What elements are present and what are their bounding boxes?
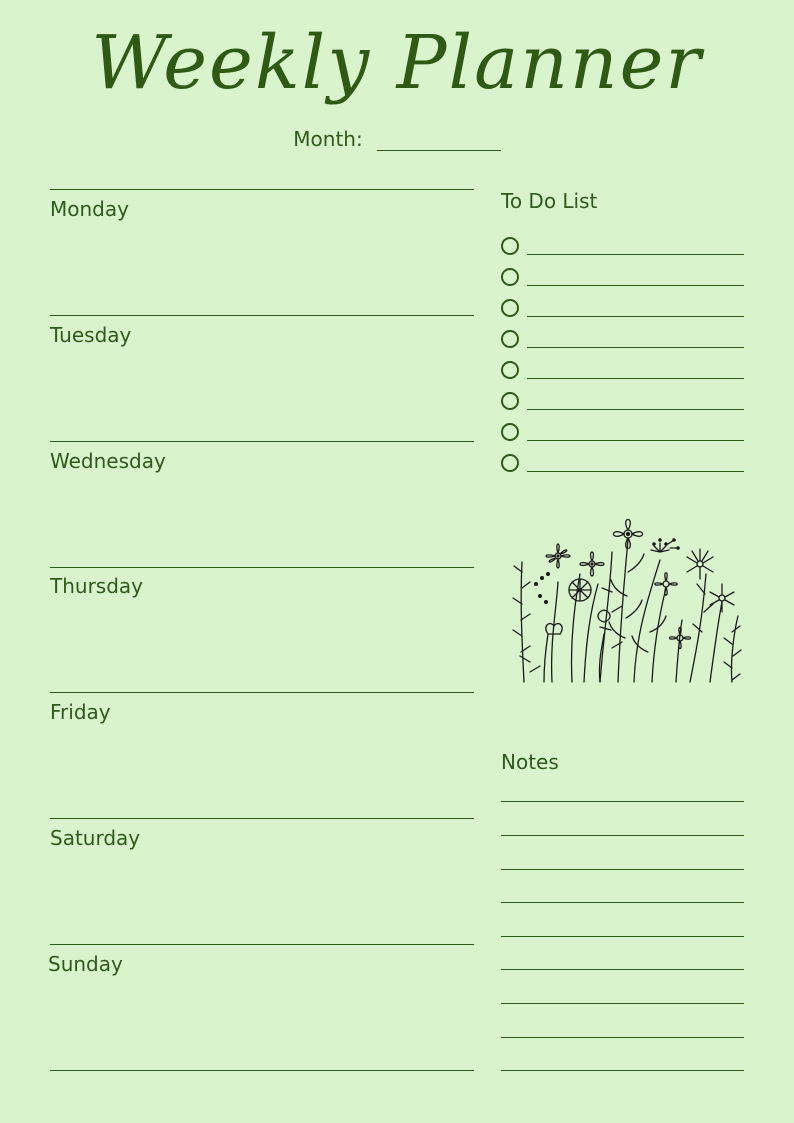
notes-line[interactable]: [501, 1037, 744, 1038]
todo-line[interactable]: [527, 254, 744, 255]
notes-line[interactable]: [501, 801, 744, 802]
checkbox-circle-icon[interactable]: [501, 392, 519, 410]
todo-line[interactable]: [527, 440, 744, 441]
friday-top-line: [50, 692, 474, 693]
checkbox-circle-icon[interactable]: [501, 299, 519, 317]
todo-item: [500, 330, 744, 352]
sunday-top-line: [50, 944, 474, 945]
todo-line[interactable]: [527, 316, 744, 317]
todo-item: [500, 361, 744, 383]
month-label: Month:: [293, 127, 363, 151]
checkbox-circle-icon[interactable]: [501, 423, 519, 441]
wildflowers-icon: [500, 512, 744, 688]
checkbox-circle-icon[interactable]: [501, 268, 519, 286]
checkbox-circle-icon[interactable]: [501, 330, 519, 348]
notes-line[interactable]: [501, 936, 744, 937]
todo-item: [500, 454, 744, 476]
todo-heading: To Do List: [501, 189, 598, 213]
notes-line[interactable]: [501, 969, 744, 970]
thursday-top-line: [50, 567, 474, 568]
wednesday-top-line: [50, 441, 474, 442]
todo-item: [500, 268, 744, 290]
month-row: [0, 126, 794, 151]
sunday-bottom-line: [50, 1070, 474, 1071]
saturday-top-line: [50, 818, 474, 819]
day-label-friday: Friday: [50, 700, 111, 724]
notes-line[interactable]: [501, 835, 744, 836]
tuesday-top-line: [50, 315, 474, 316]
checkbox-circle-icon[interactable]: [501, 454, 519, 472]
day-label-saturday: Saturday: [50, 826, 141, 850]
notes-line[interactable]: [501, 902, 744, 903]
todo-line[interactable]: [527, 471, 744, 472]
notes-line[interactable]: [501, 869, 744, 870]
notes-line[interactable]: [501, 1003, 744, 1004]
todo-line[interactable]: [527, 378, 744, 379]
todo-line[interactable]: [527, 347, 744, 348]
day-label-thursday: Thursday: [50, 574, 143, 598]
checkbox-circle-icon[interactable]: [501, 361, 519, 379]
todo-line[interactable]: [527, 285, 744, 286]
page-title: Weekly Planner: [91, 20, 703, 106]
todo-item: [500, 392, 744, 414]
day-label-sunday: Sunday: [48, 952, 123, 976]
notes-heading: Notes: [501, 750, 559, 774]
todo-line[interactable]: [527, 409, 744, 410]
todo-item: [500, 299, 744, 321]
monday-top-line: [50, 189, 474, 190]
todo-item: [500, 237, 744, 259]
day-label-monday: Monday: [50, 197, 129, 221]
checkbox-circle-icon[interactable]: [501, 237, 519, 255]
notes-line[interactable]: [501, 1070, 744, 1071]
todo-item: [500, 423, 744, 445]
day-label-wednesday: Wednesday: [50, 449, 166, 473]
month-field[interactable]: [377, 126, 501, 151]
day-label-tuesday: Tuesday: [50, 323, 132, 347]
